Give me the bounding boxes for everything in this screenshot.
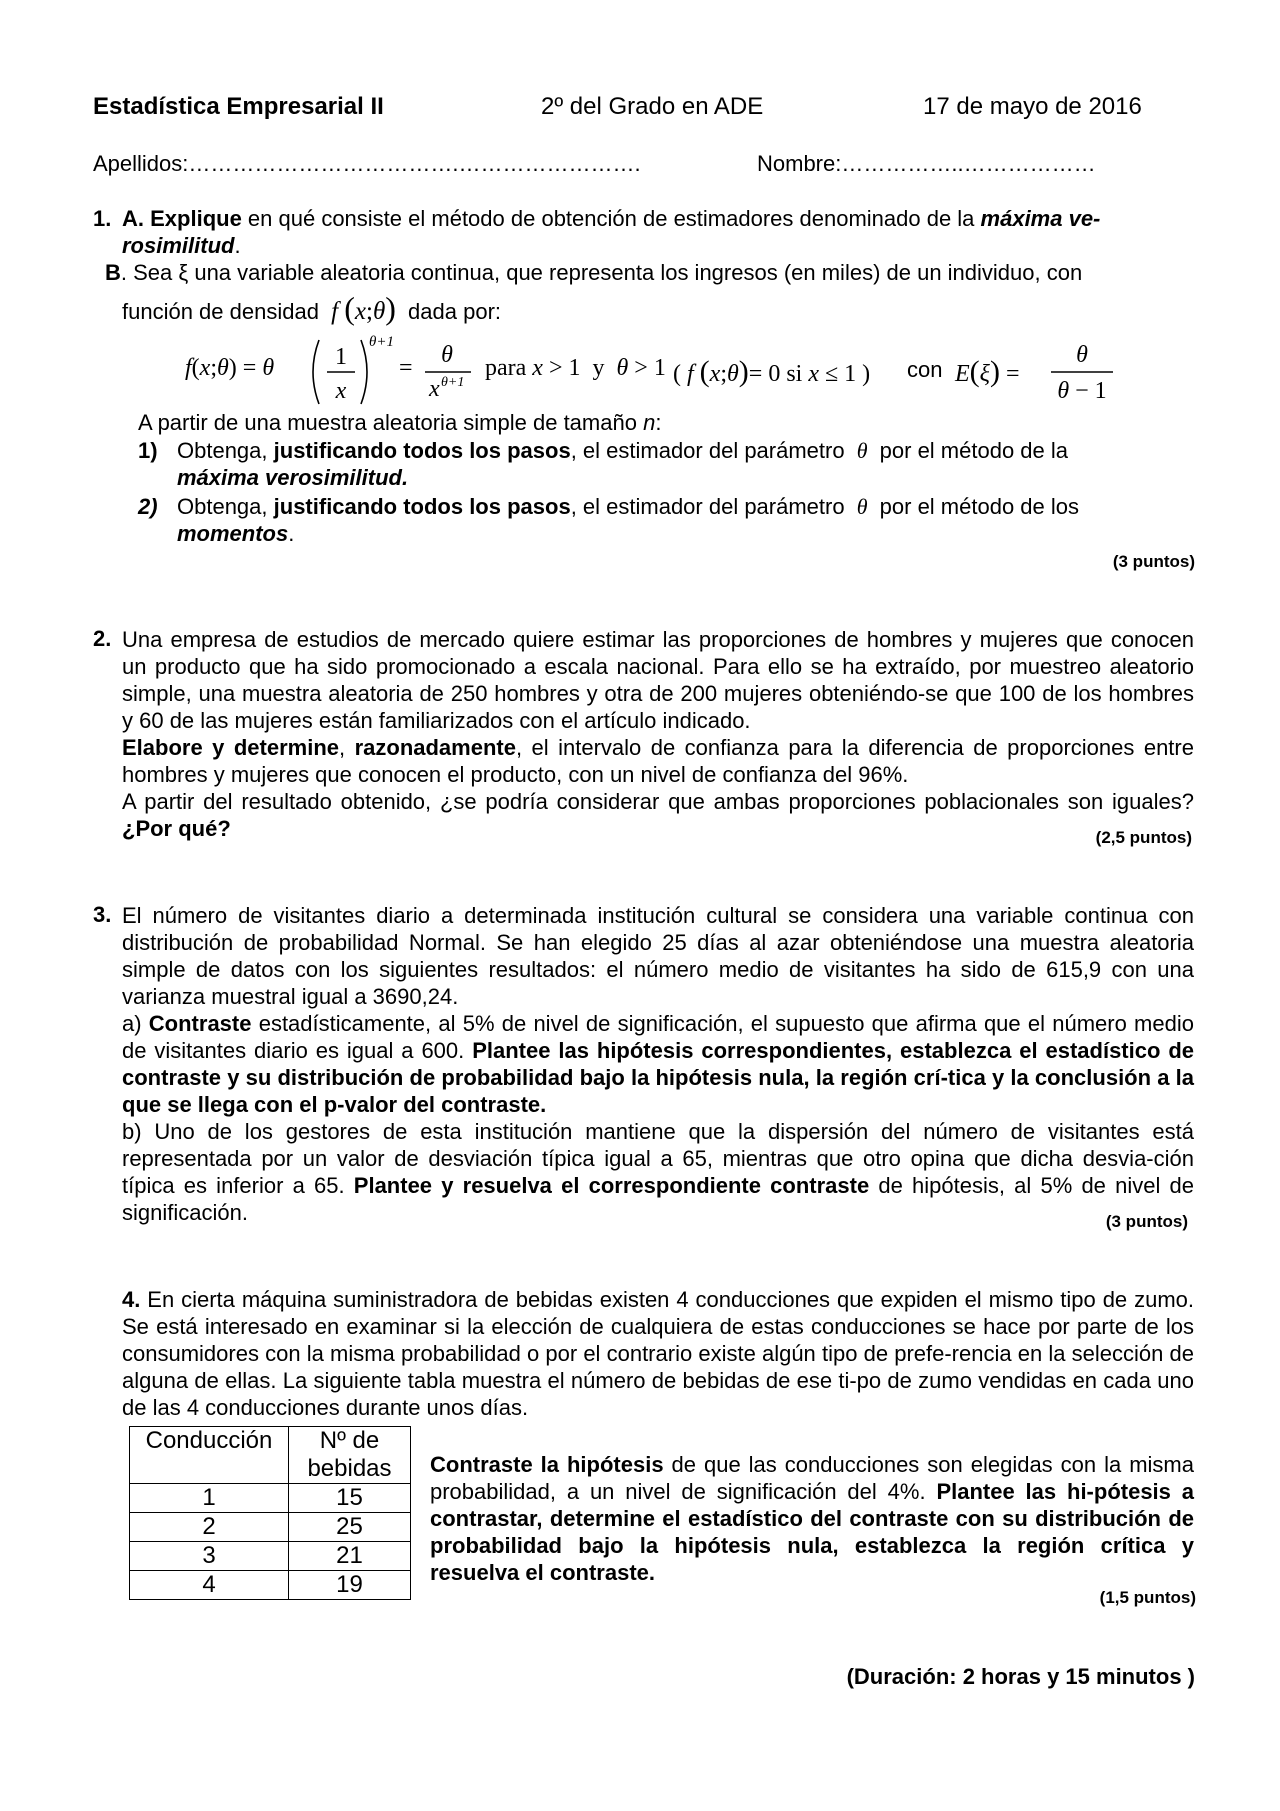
duration-note: (Duración: 2 horas y 15 minutos ) (846, 1664, 1195, 1689)
svg-text:1: 1 (335, 344, 347, 370)
cell-conduccion: 3 (130, 1542, 289, 1571)
q1-b-line1: B. Sea ξ una variable aleatoria continua, que representa los ingresos (en miles) de un individuo, con (105, 260, 1083, 285)
q1-sample-line: A partir de una muestra aleatoria simple de tamaño n: (138, 410, 662, 435)
q1-item1-line1: Obtenga, justificando todos los pasos, el estimador del parámetro θ por el método de la (177, 438, 1068, 463)
svg-text:θ: θ (1076, 342, 1088, 368)
table-header-row (130, 1427, 411, 1484)
svg-text:θ − 1: θ − 1 (1057, 378, 1107, 404)
cell-conduccion: 2 (130, 1513, 289, 1542)
table-row (130, 1484, 411, 1513)
q4-points: (1,5 puntos) (1099, 1588, 1196, 1607)
surname-row (93, 151, 641, 177)
drinks-table (129, 1426, 411, 1600)
q1-item2-line1: Obtenga, justificando todos los pasos, el estimador del parámetro θ por el método de los (177, 494, 1079, 519)
svg-text:θ+1: θ+1 (369, 334, 394, 350)
course-title: Estadística Empresarial II (93, 93, 384, 120)
svg-text:θ+1: θ+1 (441, 375, 465, 390)
svg-text:x: x (335, 378, 347, 404)
q1-points: (3 puntos) (1112, 552, 1195, 571)
q2-points: (2,5 puntos) (1095, 828, 1192, 847)
q3-text: El número de visitantes diario a determinada institución cultural se considera una variable continua con distribución de probabilidad Normal. Se han elegido 25 días al azar obteniéndose una muestra aleatoria simple de datos con los siguientes resultados: el número medio de visitantes ha sido de 615,9 con una varianza muestral igual a 3690,24. a) Contraste estadísticamente, al 5% de nivel de significación, el supuesto que afirma que el número medio de visitantes diario es igual a 600. Plantee las hipótesis correspondientes, establezca el estadístico de contraste y su distribución de probabilidad bajo la hipótesis nula, la región crí-tica y la conclusión a la que se llega con el p-valor del contraste. b) Uno de los gestores de esta institución mantiene que la dispersión del número de visitantes está representada por un valor de desviación típica igual a 65, mientras que otro opina que dicha desvia-ción típica es inferior a 65. Plantee y resuelva el correspondiente contraste de hipótesis, al 5% de nivel de significación. (122, 903, 1195, 1225)
q1-item1-line2: máxima verosimilitud. (177, 465, 409, 490)
svg-text:θ: θ (441, 342, 453, 368)
q4-side-text: Contraste la hipótesis de que las conducciones son elegidas con la misma probabilidad, a un nivel de significación del 4%. Plantee las hi-pótesis a contrastar, determine el estadístico del contraste con su distribución de probabilidad bajo la hipótesis nula, establezca la región crítica y resuelva el contraste. (430, 1452, 1195, 1585)
q1-b-line2: función de densidad f (x;θ) dada por: (122, 290, 502, 326)
header-conduccion: Conducción (130, 1427, 289, 1484)
cell-bebidas: 15 (289, 1484, 411, 1513)
q1-a-line1: A. Explique en qué consiste el método de obtención de estimadores denominado de la máxima ve- (122, 206, 1101, 231)
cell-bebidas: 25 (289, 1513, 411, 1542)
cell-conduccion: 1 (130, 1484, 289, 1513)
cell-bebidas: 19 (289, 1571, 411, 1600)
table-row (130, 1513, 411, 1542)
name-label: Nombre: (757, 151, 842, 176)
surname-label: Apellidos: (93, 151, 189, 176)
q1-item2-line2: momentos. (177, 521, 295, 546)
name-row (757, 151, 1096, 177)
q2-number: 2. (93, 626, 112, 651)
surname-field[interactable]: ……………………………….……………………. (188, 151, 641, 176)
name-field[interactable]: ……………..……………… (841, 151, 1096, 176)
q1-a-line2: rosimilitud. (122, 233, 241, 258)
exam-date: 17 de mayo de 2016 (923, 93, 1142, 120)
q1-item1-number: 1) (138, 438, 158, 463)
q1-item2-number: 2) (138, 494, 158, 519)
density-formula: f(x;θ) = θ 1 x θ+1 = θ x θ+1 para x > 1 y θ > 1 ( f (x;θ)= 0 si x ≤ 1 ) con E(ξ) = θ θ − 1 (185, 334, 1107, 404)
svg-text:x: x (429, 376, 440, 402)
q4-text: 4. En cierta máquina suministradora de bebidas existen 4 conducciones que expiden el mismo tipo de zumo. Se está interesado en examinar si la elección de cualquiera de estas conducciones se hace por parte de los consumidores con la misma probabilidad o por el contrario existe algún tipo de prefe-rencia en la selección de alguna de ellas. La siguiente tabla muestra el número de bebidas de ese ti-po de zumo vendidas en cada uno de las 4 conducciones durante unos días. (122, 1287, 1194, 1420)
table-row (130, 1571, 411, 1600)
q3-points: (3 puntos) (1105, 1212, 1188, 1231)
con-label: con (907, 357, 943, 382)
cell-bebidas: 21 (289, 1542, 411, 1571)
density-notation: f (x;θ) (331, 290, 396, 326)
cell-conduccion: 4 (130, 1571, 289, 1600)
q2-text: Una empresa de estudios de mercado quiere estimar las proporciones de hombres y mujeres que conocen un producto que ha sido promocionado a escala nacional. Para ello se ha extraído, por muestreo aleatorio simple, una muestra aleatoria de 250 hombres y otra de 200 mujeres obteniéndo-se que 100 de los hombres y 60 de las mujeres están familiarizados con el artículo indicado. Elabore y determine, razonadamente, el intervalo de confianza para la diferencia de proporciones entre hombres y mujeres que conocen el producto, con un nivel de confianza del 96%. A partir del resultado obtenido, ¿se podría considerar que ambas proporciones poblacionales son iguales? ¿Por qué? (122, 627, 1194, 841)
q1-number: 1. (93, 206, 112, 231)
degree-label: 2º del Grado en ADE (541, 93, 764, 120)
header-bebidas: Nº de bebidas (289, 1427, 411, 1484)
table-row (130, 1542, 411, 1571)
q3-number: 3. (93, 902, 112, 927)
